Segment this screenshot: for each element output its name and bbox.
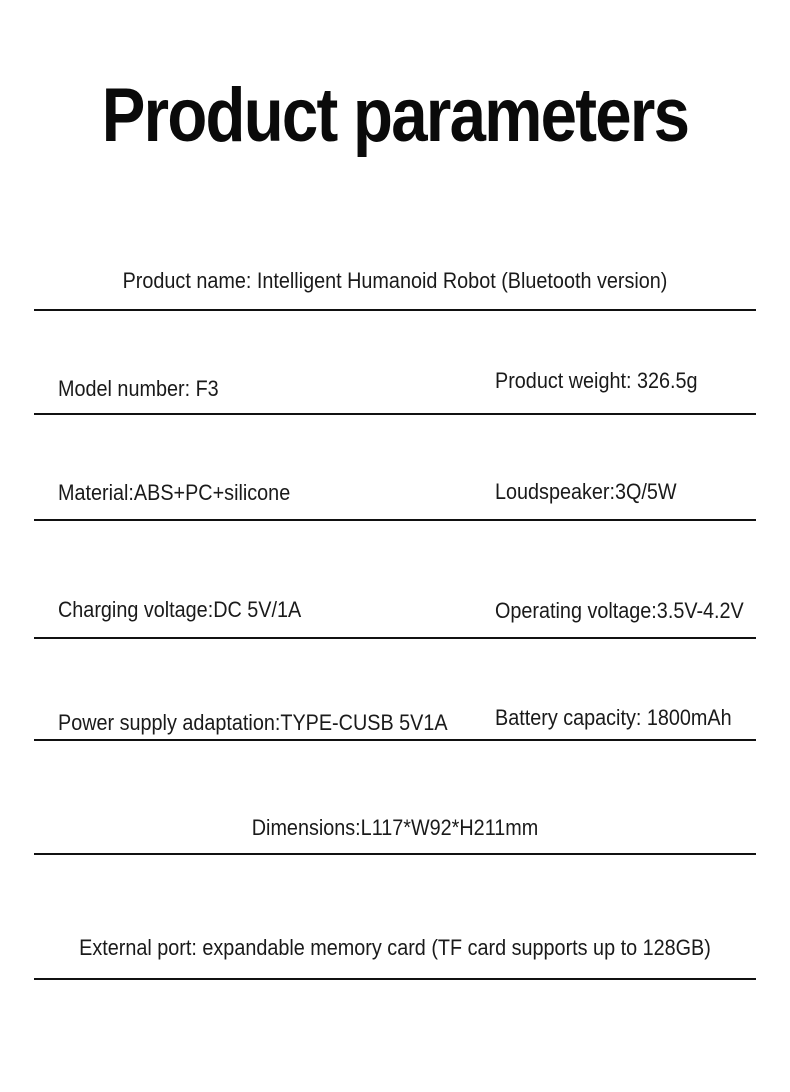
divider-line bbox=[34, 637, 756, 639]
divider-line bbox=[34, 413, 756, 415]
divider-line bbox=[34, 978, 756, 980]
dimensions-text: Dimensions:L117*W92*H211mm bbox=[251, 815, 539, 840]
loudspeaker-text: Loudspeaker:3Q/5W bbox=[495, 479, 677, 504]
external-port-text: External port: expandable memory card (TF card supports up to 128GB) bbox=[79, 935, 711, 960]
divider-line bbox=[34, 739, 756, 741]
divider-line bbox=[34, 309, 756, 311]
divider-line bbox=[34, 853, 756, 855]
product-weight-text: Product weight: 326.5g bbox=[495, 368, 698, 393]
material-text: Material:ABS+PC+silicone bbox=[58, 480, 291, 505]
power-supply-text: Power supply adaptation:TYPE-CUSB 5V1A bbox=[58, 710, 448, 735]
divider-line bbox=[34, 519, 756, 521]
operating-voltage-text: Operating voltage:3.5V-4.2V bbox=[495, 598, 744, 623]
product-name-text: Product name: Intelligent Humanoid Robot (Bluetooth version) bbox=[122, 268, 668, 293]
battery-capacity-text: Battery capacity: 1800mAh bbox=[495, 705, 732, 730]
charging-voltage-text: Charging voltage:DC 5V/1A bbox=[58, 597, 302, 622]
page-title: Product parameters bbox=[101, 73, 689, 158]
model-number-text: Model number: F3 bbox=[58, 376, 219, 401]
